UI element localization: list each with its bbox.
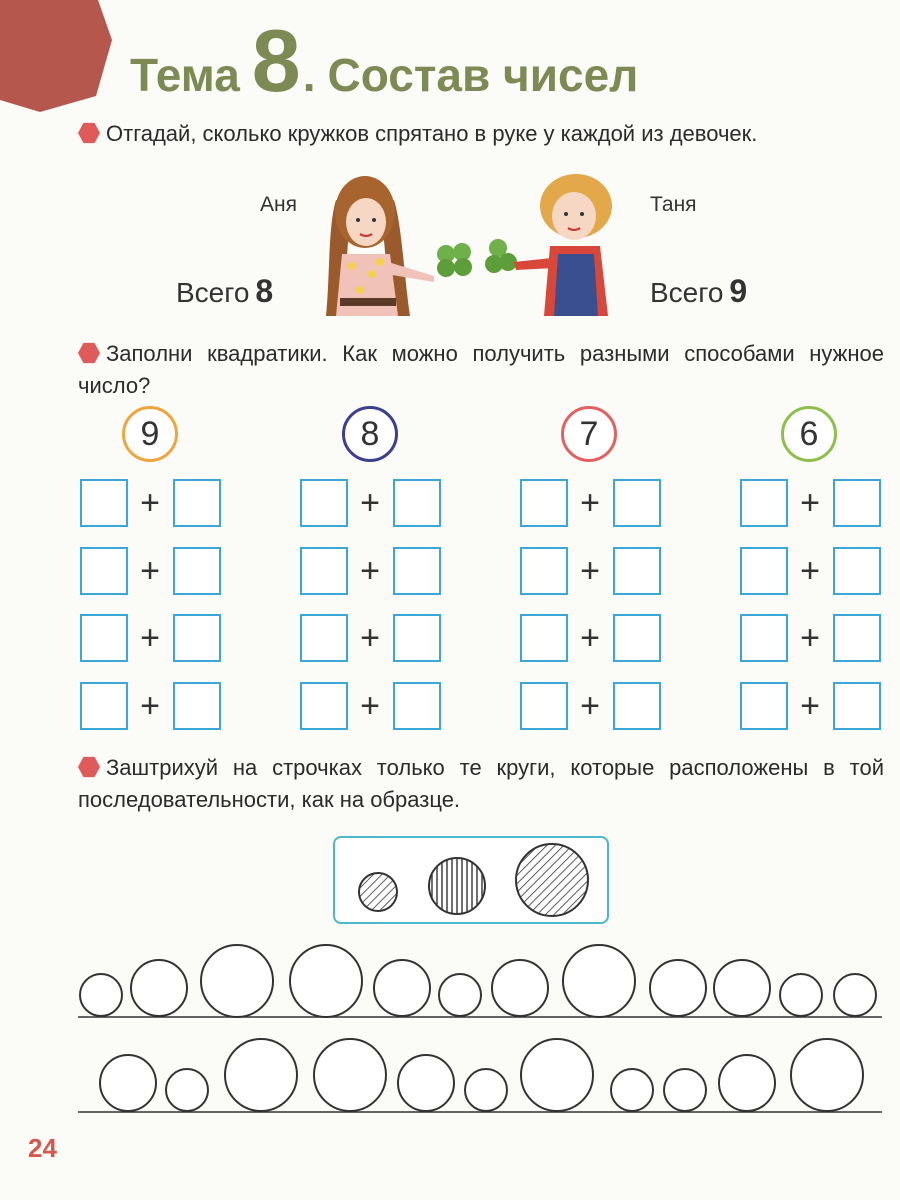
row-circle[interactable] (314, 1039, 386, 1111)
total-left-value: 8 (255, 273, 274, 309)
row-circle[interactable] (650, 960, 706, 1016)
total-right-value: 9 (729, 273, 748, 309)
plus-sign: + (360, 619, 380, 657)
plus-sign: + (360, 552, 380, 590)
sample-medium-circle (429, 858, 485, 914)
sample-large-circle (516, 844, 588, 916)
row-circle[interactable] (80, 974, 122, 1016)
row-circle[interactable] (521, 1039, 593, 1111)
title-word: Тема (130, 49, 240, 101)
row-circle[interactable] (791, 1039, 863, 1111)
plus-sign: + (580, 484, 600, 522)
plus-sign: + (580, 552, 600, 590)
row-circle[interactable] (834, 974, 876, 1016)
row-circle[interactable] (225, 1039, 297, 1111)
row-circle[interactable] (714, 960, 770, 1016)
row-circle[interactable] (290, 945, 362, 1017)
plus-sign: + (580, 687, 600, 725)
row-circle[interactable] (611, 1069, 653, 1111)
row-circle[interactable] (131, 960, 187, 1016)
row-circle[interactable] (100, 1055, 156, 1111)
task-2-text: Заполни квадратики. Как можно получить разными способами нужное число? (78, 341, 884, 398)
plus-sign: + (580, 619, 600, 657)
row-circle[interactable] (719, 1055, 775, 1111)
total-left-word: Всего (176, 277, 250, 308)
target-number-circle: 9 (122, 406, 178, 462)
row-circle[interactable] (439, 974, 481, 1016)
row-circle[interactable] (398, 1055, 454, 1111)
row-circle[interactable] (492, 960, 548, 1016)
row-circle[interactable] (664, 1069, 706, 1111)
total-right-word: Всего (650, 277, 724, 308)
circle-row-1 (80, 945, 876, 1017)
girl-right-name: Таня (650, 193, 697, 216)
plus-sign: + (140, 552, 160, 590)
row-circle[interactable] (374, 960, 430, 1016)
row-circle[interactable] (465, 1069, 507, 1111)
plus-sign: + (800, 484, 820, 522)
target-number-circle: 7 (561, 406, 617, 462)
plus-sign: + (800, 552, 820, 590)
plus-sign: + (360, 687, 380, 725)
plus-sign: + (140, 484, 160, 522)
page-number: 24 (28, 1133, 57, 1163)
plus-sign: + (800, 619, 820, 657)
title-topic: Состав чисел (327, 49, 639, 101)
task-3-text: Заштрихуй на строчках только те круги, которые расположены в той последовательности, как на образце. (78, 755, 884, 812)
target-number-circle: 6 (781, 406, 837, 462)
plus-sign: + (140, 687, 160, 725)
title-number: 8 (251, 11, 301, 110)
row-circle[interactable] (201, 945, 273, 1017)
row-circle[interactable] (166, 1069, 208, 1111)
task-1-text: Отгадай, сколько кружков спрятано в руке у каждой из девочек. (106, 121, 758, 146)
plus-sign: + (140, 619, 160, 657)
girl-left-name: Аня (260, 193, 297, 216)
plus-sign: + (800, 687, 820, 725)
row-circle[interactable] (780, 974, 822, 1016)
plus-sign: + (360, 484, 380, 522)
target-number-circle: 8 (342, 406, 398, 462)
title-dot: . (302, 49, 316, 101)
row-circle[interactable] (563, 945, 635, 1017)
sample-small-circle (359, 873, 397, 911)
circle-row-2 (100, 1039, 863, 1111)
